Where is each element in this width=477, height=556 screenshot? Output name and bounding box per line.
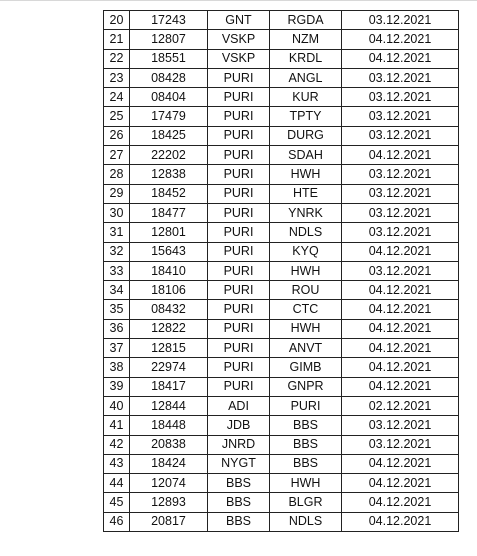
date-cell: 04.12.2021 xyxy=(342,319,459,338)
table-row xyxy=(104,223,459,242)
serial-number-cell: 42 xyxy=(104,435,130,454)
date-cell: 04.12.2021 xyxy=(342,146,459,165)
serial-number-cell: 44 xyxy=(104,474,130,493)
table-row xyxy=(104,281,459,300)
date-cell: 04.12.2021 xyxy=(342,300,459,319)
from-station-cell: PURI xyxy=(208,165,270,184)
train-number-cell: 18106 xyxy=(130,281,208,300)
train-number-cell: 12807 xyxy=(130,30,208,49)
to-station-cell: HWH xyxy=(270,261,342,280)
to-station-cell: BLGR xyxy=(270,493,342,512)
train-number-cell: 12815 xyxy=(130,339,208,358)
from-station-cell: PURI xyxy=(208,339,270,358)
serial-number-cell: 46 xyxy=(104,512,130,531)
to-station-cell: ROU xyxy=(270,281,342,300)
serial-number-cell: 35 xyxy=(104,300,130,319)
date-cell: 03.12.2021 xyxy=(342,184,459,203)
from-station-cell: PURI xyxy=(208,358,270,377)
train-number-cell: 18425 xyxy=(130,126,208,145)
table-row xyxy=(104,68,459,87)
to-station-cell: BBS xyxy=(270,416,342,435)
from-station-cell: PURI xyxy=(208,377,270,396)
from-station-cell: BBS xyxy=(208,493,270,512)
from-station-cell: PURI xyxy=(208,107,270,126)
to-station-cell: PURI xyxy=(270,396,342,415)
to-station-cell: HTE xyxy=(270,184,342,203)
table-row xyxy=(104,493,459,512)
table-row xyxy=(104,474,459,493)
serial-number-cell: 39 xyxy=(104,377,130,396)
date-cell: 04.12.2021 xyxy=(342,30,459,49)
train-number-cell: 20838 xyxy=(130,435,208,454)
table-row xyxy=(104,242,459,261)
top-divider xyxy=(0,0,477,1)
table-row xyxy=(104,512,459,531)
date-cell: 04.12.2021 xyxy=(342,358,459,377)
serial-number-cell: 38 xyxy=(104,358,130,377)
from-station-cell: PURI xyxy=(208,319,270,338)
date-cell: 04.12.2021 xyxy=(342,49,459,68)
date-cell: 03.12.2021 xyxy=(342,261,459,280)
to-station-cell: KRDL xyxy=(270,49,342,68)
serial-number-cell: 30 xyxy=(104,203,130,222)
serial-number-cell: 37 xyxy=(104,339,130,358)
from-station-cell: PURI xyxy=(208,146,270,165)
to-station-cell: SDAH xyxy=(270,146,342,165)
train-number-cell: 18452 xyxy=(130,184,208,203)
date-cell: 04.12.2021 xyxy=(342,512,459,531)
serial-number-cell: 21 xyxy=(104,30,130,49)
from-station-cell: VSKP xyxy=(208,30,270,49)
table-row xyxy=(104,203,459,222)
from-station-cell: BBS xyxy=(208,474,270,493)
serial-number-cell: 29 xyxy=(104,184,130,203)
train-schedule-page xyxy=(103,10,458,532)
from-station-cell: GNT xyxy=(208,11,270,30)
to-station-cell: BBS xyxy=(270,435,342,454)
train-number-cell: 18477 xyxy=(130,203,208,222)
from-station-cell: PURI xyxy=(208,300,270,319)
table-row xyxy=(104,184,459,203)
from-station-cell: PURI xyxy=(208,281,270,300)
from-station-cell: PURI xyxy=(208,184,270,203)
table-row xyxy=(104,319,459,338)
date-cell: 04.12.2021 xyxy=(342,474,459,493)
table-row xyxy=(104,49,459,68)
serial-number-cell: 31 xyxy=(104,223,130,242)
train-number-cell: 12074 xyxy=(130,474,208,493)
from-station-cell: JNRD xyxy=(208,435,270,454)
to-station-cell: NDLS xyxy=(270,512,342,531)
to-station-cell: RGDA xyxy=(270,11,342,30)
to-station-cell: ANGL xyxy=(270,68,342,87)
train-number-cell: 18448 xyxy=(130,416,208,435)
table-row xyxy=(104,165,459,184)
train-number-cell: 17243 xyxy=(130,11,208,30)
from-station-cell: NYGT xyxy=(208,454,270,473)
table-row xyxy=(104,107,459,126)
from-station-cell: ADI xyxy=(208,396,270,415)
from-station-cell: JDB xyxy=(208,416,270,435)
table-row xyxy=(104,358,459,377)
train-number-cell: 18424 xyxy=(130,454,208,473)
date-cell: 04.12.2021 xyxy=(342,242,459,261)
from-station-cell: PURI xyxy=(208,203,270,222)
table-row xyxy=(104,146,459,165)
from-station-cell: VSKP xyxy=(208,49,270,68)
table-row xyxy=(104,396,459,415)
train-number-cell: 08428 xyxy=(130,68,208,87)
date-cell: 04.12.2021 xyxy=(342,493,459,512)
serial-number-cell: 36 xyxy=(104,319,130,338)
train-schedule-rows xyxy=(104,11,459,532)
date-cell: 03.12.2021 xyxy=(342,435,459,454)
to-station-cell: HWH xyxy=(270,319,342,338)
to-station-cell: HWH xyxy=(270,474,342,493)
serial-number-cell: 32 xyxy=(104,242,130,261)
to-station-cell: ANVT xyxy=(270,339,342,358)
serial-number-cell: 28 xyxy=(104,165,130,184)
train-number-cell: 18417 xyxy=(130,377,208,396)
date-cell: 03.12.2021 xyxy=(342,416,459,435)
serial-number-cell: 27 xyxy=(104,146,130,165)
to-station-cell: GIMB xyxy=(270,358,342,377)
from-station-cell: PURI xyxy=(208,242,270,261)
table-row xyxy=(104,454,459,473)
from-station-cell: PURI xyxy=(208,68,270,87)
serial-number-cell: 33 xyxy=(104,261,130,280)
train-number-cell: 12893 xyxy=(130,493,208,512)
table-row xyxy=(104,435,459,454)
train-number-cell: 18410 xyxy=(130,261,208,280)
train-number-cell: 22974 xyxy=(130,358,208,377)
train-number-cell: 12801 xyxy=(130,223,208,242)
serial-number-cell: 26 xyxy=(104,126,130,145)
serial-number-cell: 22 xyxy=(104,49,130,68)
serial-number-cell: 23 xyxy=(104,68,130,87)
serial-number-cell: 43 xyxy=(104,454,130,473)
to-station-cell: NDLS xyxy=(270,223,342,242)
train-number-cell: 18551 xyxy=(130,49,208,68)
date-cell: 03.12.2021 xyxy=(342,165,459,184)
train-number-cell: 08404 xyxy=(130,88,208,107)
train-number-cell: 22202 xyxy=(130,146,208,165)
from-station-cell: PURI xyxy=(208,88,270,107)
to-station-cell: DURG xyxy=(270,126,342,145)
date-cell: 04.12.2021 xyxy=(342,339,459,358)
date-cell: 03.12.2021 xyxy=(342,68,459,87)
to-station-cell: KUR xyxy=(270,88,342,107)
date-cell: 03.12.2021 xyxy=(342,11,459,30)
table-row xyxy=(104,11,459,30)
serial-number-cell: 41 xyxy=(104,416,130,435)
date-cell: 04.12.2021 xyxy=(342,377,459,396)
date-cell: 03.12.2021 xyxy=(342,88,459,107)
from-station-cell: PURI xyxy=(208,223,270,242)
train-number-cell: 17479 xyxy=(130,107,208,126)
date-cell: 03.12.2021 xyxy=(342,223,459,242)
date-cell: 02.12.2021 xyxy=(342,396,459,415)
train-number-cell: 08432 xyxy=(130,300,208,319)
from-station-cell: BBS xyxy=(208,512,270,531)
serial-number-cell: 20 xyxy=(104,11,130,30)
table-row xyxy=(104,30,459,49)
table-row xyxy=(104,261,459,280)
serial-number-cell: 34 xyxy=(104,281,130,300)
table-row xyxy=(104,88,459,107)
train-number-cell: 12844 xyxy=(130,396,208,415)
table-row xyxy=(104,416,459,435)
train-number-cell: 12838 xyxy=(130,165,208,184)
serial-number-cell: 45 xyxy=(104,493,130,512)
to-station-cell: NZM xyxy=(270,30,342,49)
serial-number-cell: 24 xyxy=(104,88,130,107)
table-row xyxy=(104,300,459,319)
date-cell: 04.12.2021 xyxy=(342,281,459,300)
serial-number-cell: 40 xyxy=(104,396,130,415)
table-row xyxy=(104,377,459,396)
train-number-cell: 20817 xyxy=(130,512,208,531)
to-station-cell: YNRK xyxy=(270,203,342,222)
table-row xyxy=(104,339,459,358)
to-station-cell: BBS xyxy=(270,454,342,473)
date-cell: 03.12.2021 xyxy=(342,107,459,126)
date-cell: 03.12.2021 xyxy=(342,126,459,145)
train-schedule-table xyxy=(103,10,459,532)
to-station-cell: GNPR xyxy=(270,377,342,396)
to-station-cell: HWH xyxy=(270,165,342,184)
serial-number-cell: 25 xyxy=(104,107,130,126)
to-station-cell: TPTY xyxy=(270,107,342,126)
from-station-cell: PURI xyxy=(208,126,270,145)
from-station-cell: PURI xyxy=(208,261,270,280)
date-cell: 04.12.2021 xyxy=(342,454,459,473)
table-row xyxy=(104,126,459,145)
to-station-cell: KYQ xyxy=(270,242,342,261)
to-station-cell: CTC xyxy=(270,300,342,319)
train-number-cell: 15643 xyxy=(130,242,208,261)
train-number-cell: 12822 xyxy=(130,319,208,338)
date-cell: 03.12.2021 xyxy=(342,203,459,222)
